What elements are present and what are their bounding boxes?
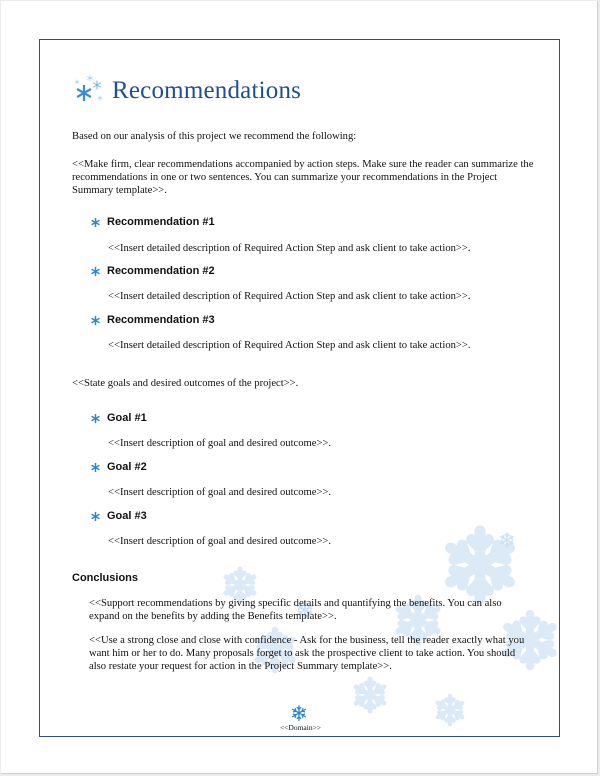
conclusions-paragraph: <<Use a strong close and close with confidence - Ask for the business, tell the reader exactly what you want him or her to do. Many proposals forget to ask the prospective client to take action. You should also restate your request for action in the Project Summary template>>. (89, 635, 525, 672)
asterisk-bullet-icon (90, 266, 101, 277)
goal-label: Goal #1 (107, 412, 147, 424)
page-heading (70, 71, 301, 107)
recommendations-note: <<Make firm, clear recommendations accompanied by action steps. Make sure the reader can summarize the recommendations in one or two sentences. You can summarize your recommendations in the Project Summary template>>. (72, 159, 534, 196)
asterisk-bullet-icon (90, 315, 101, 326)
conclusions-heading: Conclusions (72, 572, 139, 584)
recommendation-label: Recommendation #3 (107, 314, 215, 326)
goal-item (90, 461, 147, 474)
asterisk-bullet-icon (90, 413, 101, 424)
recommendation-item (90, 265, 215, 278)
page-title: Recommendations (112, 77, 302, 104)
goals-note: <<State goals and desired outcomes of the project>>. (72, 378, 299, 389)
goal-item (90, 412, 147, 425)
goal-label: Goal #2 (107, 461, 147, 473)
recommendation-label: Recommendation #1 (107, 216, 215, 228)
goal-item (90, 510, 147, 523)
snowflake-icon (291, 705, 307, 721)
asterisk-bullet-icon (90, 217, 101, 228)
recommendation-label: Recommendation #2 (107, 265, 215, 277)
recommendation-item (90, 216, 215, 229)
intro-paragraph: Based on our analysis of this project we recommend the following: (72, 131, 357, 142)
recommendation-description: <<Insert detailed description of Required Action Step and ask client to take action>>. (108, 243, 471, 254)
goal-description: <<Insert description of goal and desired outcome>>. (108, 487, 332, 498)
asterisk-bullet-icon (90, 511, 101, 522)
snowflake-cluster-icon (70, 71, 110, 107)
document-page (1, 1, 598, 774)
asterisk-bullet-icon (90, 462, 101, 473)
footer-domain: <<Domain>> (279, 723, 322, 732)
page-border-frame (39, 39, 560, 737)
recommendation-description: <<Insert detailed description of Required Action Step and ask client to take action>>. (108, 291, 471, 302)
recommendation-item (90, 314, 215, 327)
recommendation-description: <<Insert detailed description of Required Action Step and ask client to take action>>. (108, 340, 471, 351)
conclusions-paragraph: <<Support recommendations by giving specific details and quantifying the benefits. You can also expand on the benefits by adding the Benefits template>>. (89, 598, 502, 622)
goal-description: <<Insert description of goal and desired outcome>>. (108, 438, 332, 449)
goal-label: Goal #3 (107, 510, 147, 522)
goal-description: <<Insert description of goal and desired outcome>>. (108, 536, 332, 547)
